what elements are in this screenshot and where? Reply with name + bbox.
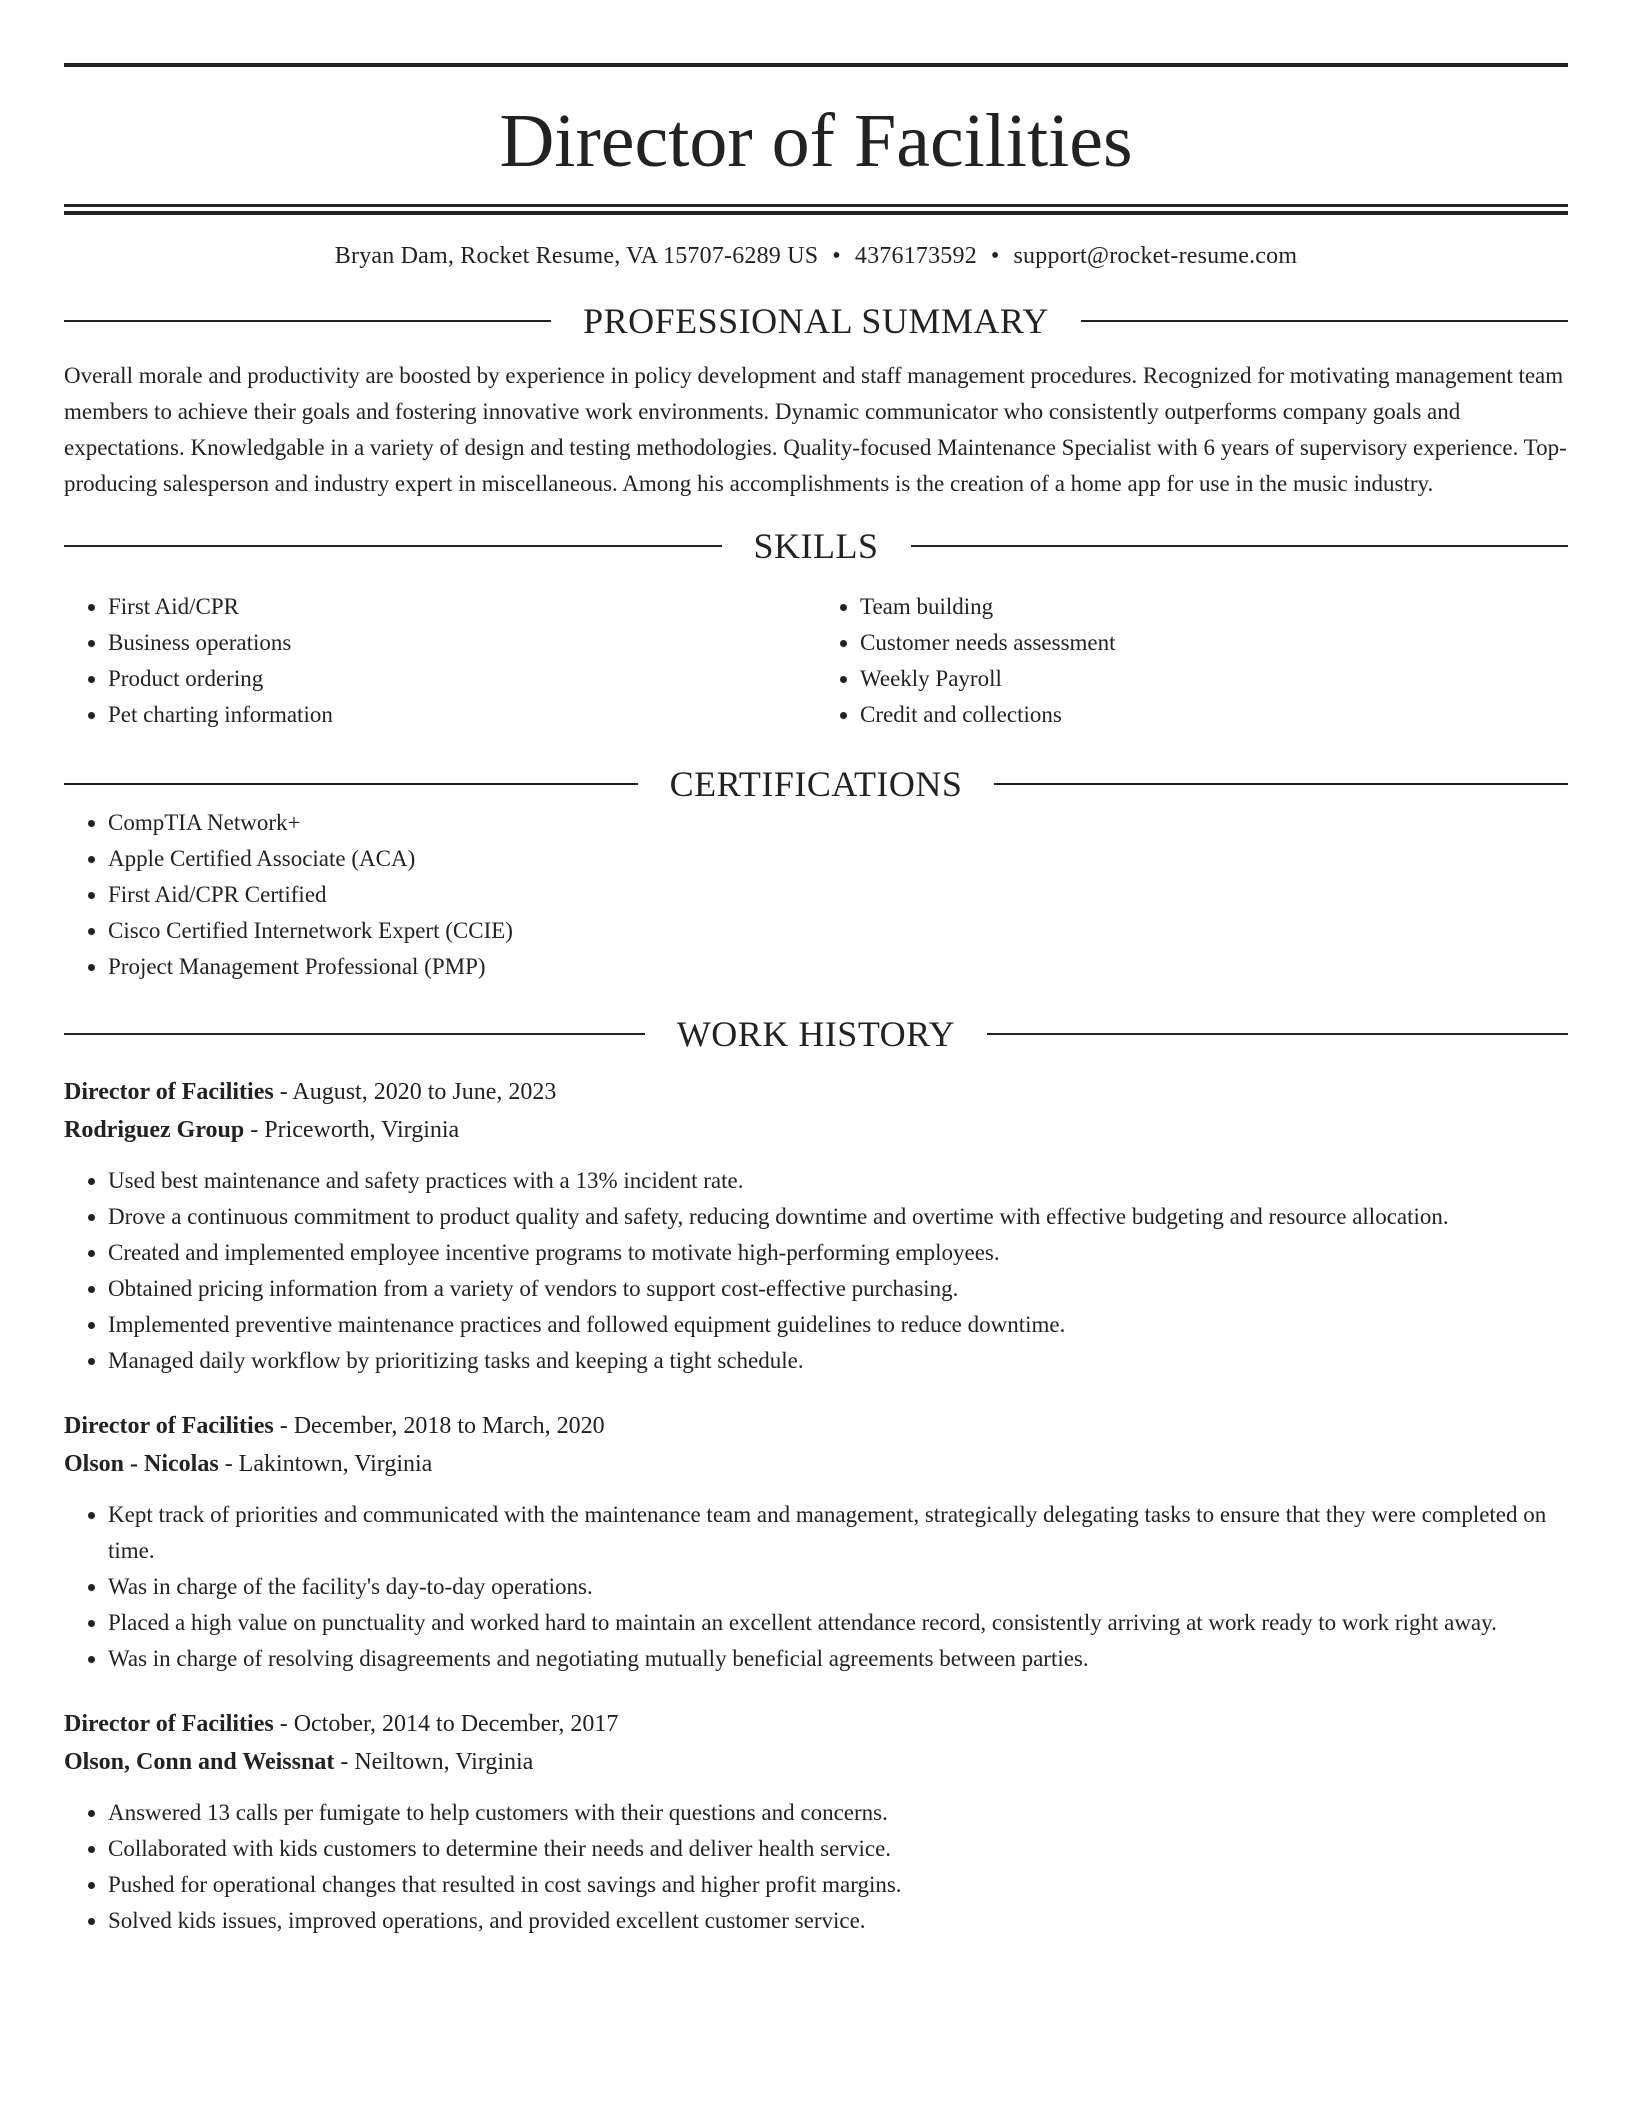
certification-item: • Apple Certified Associate (ACA) [108, 841, 1568, 877]
divider-line [64, 545, 722, 547]
skills-grid [64, 589, 1568, 733]
job-company: Rodriguez Group [64, 1117, 245, 1143]
job-entry [64, 1407, 1568, 1677]
resume-page [64, 0, 1568, 1939]
divider-line [911, 545, 1569, 547]
divider-line [1081, 320, 1568, 322]
certification-item: • Cisco Certified Internetwork Expert (CCIE) [108, 913, 1568, 949]
job-entry [64, 1705, 1568, 1939]
divider-line [64, 320, 551, 322]
summary-paragraph: Overall morale and productivity are boosted by experience in policy development and staff management procedures. Recognized for motivating management team members to achieve their goals and fostering innovative work environments. Dynamic communicator who consistently outperforms company goals and expectations. Knowledgable in a variety of design and testing methodologies. Quality-focused Maintenance Specialist with 6 years of supervisory experience. Top-producing salesperson and industry expert in miscellaneous. Among his accomplishments is the creation of a home app for use in the music industry. [64, 363, 1567, 496]
skill-item: • Product ordering [108, 661, 816, 697]
job-bullet: • Created and implemented employee incentive programs to motivate high-performing employees. [108, 1235, 1568, 1271]
job-entry [64, 1073, 1568, 1379]
job-bullet: • Collaborated with kids customers to determine their needs and deliver health service. [108, 1831, 1568, 1867]
title-double-rule [64, 204, 1568, 215]
job-dates: - December, 2018 to March, 2020 [273, 1413, 605, 1439]
contact-separator: • [832, 243, 841, 269]
job-bullet: • Kept track of priorities and communicated with the maintenance team and management, strategically delegating tasks to ensure that they were completed on time. [108, 1497, 1568, 1569]
skill-item: • Customer needs assessment [860, 625, 1568, 661]
divider-line [994, 783, 1568, 785]
job-dates: - October, 2014 to December, 2017 [273, 1711, 619, 1737]
skill-item: • Weekly Payroll [860, 661, 1568, 697]
divider-line [64, 783, 638, 785]
job-bullet: • Answered 13 calls per fumigate to help customers with their questions and concerns. [108, 1795, 1568, 1831]
section-title-certifications: CERTIFICATIONS [669, 764, 963, 804]
job-bullet: • Used best maintenance and safety practices with a 13% incident rate. [108, 1163, 1568, 1199]
contact-phone: 4376173592 [854, 243, 977, 269]
job-company: Olson - Nicolas [64, 1451, 219, 1477]
job-title: Director of Facilities [64, 1711, 274, 1737]
job-title-line [64, 1705, 1568, 1743]
job-bullet: • Placed a high value on punctuality and worked hard to maintain an excellent attendance record, consistently arriving at work ready to work right away. [108, 1605, 1568, 1641]
job-bullet: • Obtained pricing information from a variety of vendors to support cost-effective purchasing. [108, 1271, 1568, 1307]
certification-item: • Project Management Professional (PMP) [108, 949, 1568, 985]
job-bullets [64, 1795, 1568, 1939]
job-bullet: • Was in charge of the facility's day-to-day operations. [108, 1569, 1568, 1605]
job-bullet: • Managed daily workflow by prioritizing tasks and keeping a tight schedule. [108, 1343, 1568, 1379]
contact-email[interactable]: support@rocket-resume.com [1013, 243, 1298, 269]
skills-list-right [816, 589, 1568, 733]
job-bullets [64, 1163, 1568, 1379]
job-company-line [64, 1743, 1568, 1781]
certifications-list [64, 805, 1568, 985]
job-bullet: • Pushed for operational changes that resulted in cost savings and higher profit margins. [108, 1867, 1568, 1903]
job-title-line [64, 1073, 1568, 1111]
section-title-summary: PROFESSIONAL SUMMARY [583, 301, 1049, 341]
certification-item: • First Aid/CPR Certified [108, 877, 1568, 913]
contact-separator: • [990, 243, 1000, 269]
job-bullet: • Solved kids issues, improved operations, and provided excellent customer service. [108, 1903, 1568, 1939]
section-heading-work-history [64, 1013, 1568, 1055]
skill-item: • First Aid/CPR [108, 589, 816, 625]
job-title-line [64, 1407, 1568, 1445]
job-location: - Priceworth, Virginia [244, 1117, 460, 1143]
job-dates: - August, 2020 to June, 2023 [273, 1079, 557, 1105]
skill-item: • Business operations [108, 625, 816, 661]
section-heading-certifications [64, 763, 1568, 805]
job-bullet: • Was in charge of resolving disagreements and negotiating mutually beneficial agreements between parties. [108, 1641, 1568, 1677]
section-heading-summary [64, 300, 1568, 342]
skill-item: • Team building [860, 589, 1568, 625]
contact-line [64, 243, 1568, 270]
job-company: Olson, Conn and Weissnat [64, 1749, 335, 1775]
top-rule [64, 63, 1568, 67]
section-title-work-history: WORK HISTORY [676, 1014, 956, 1054]
job-bullets [64, 1497, 1568, 1677]
job-company-line [64, 1445, 1568, 1483]
divider-line [64, 1033, 645, 1035]
certification-item: • CompTIA Network+ [108, 805, 1568, 841]
skills-list-left [64, 589, 816, 733]
skill-item: • Credit and collections [860, 697, 1568, 733]
section-heading-skills [64, 525, 1568, 567]
job-bullet: • Drove a continuous commitment to product quality and safety, reducing downtime and overtime with effective budgeting and resource allocation. [108, 1199, 1568, 1235]
contact-address: Bryan Dam, Rocket Resume, VA 15707-6289 US [334, 243, 819, 269]
skill-item: • Pet charting information [108, 697, 816, 733]
job-company-line [64, 1111, 1568, 1149]
job-title: Director of Facilities [64, 1079, 274, 1105]
job-bullet: • Implemented preventive maintenance practices and followed equipment guidelines to reduce downtime. [108, 1307, 1568, 1343]
job-location: - Lakintown, Virginia [218, 1451, 433, 1477]
job-location: - Neiltown, Virginia [334, 1749, 534, 1775]
section-title-skills: SKILLS [753, 526, 879, 566]
job-title: Director of Facilities [64, 1413, 274, 1439]
divider-line [987, 1033, 1568, 1035]
resume-title: Director of Facilities [499, 99, 1133, 183]
